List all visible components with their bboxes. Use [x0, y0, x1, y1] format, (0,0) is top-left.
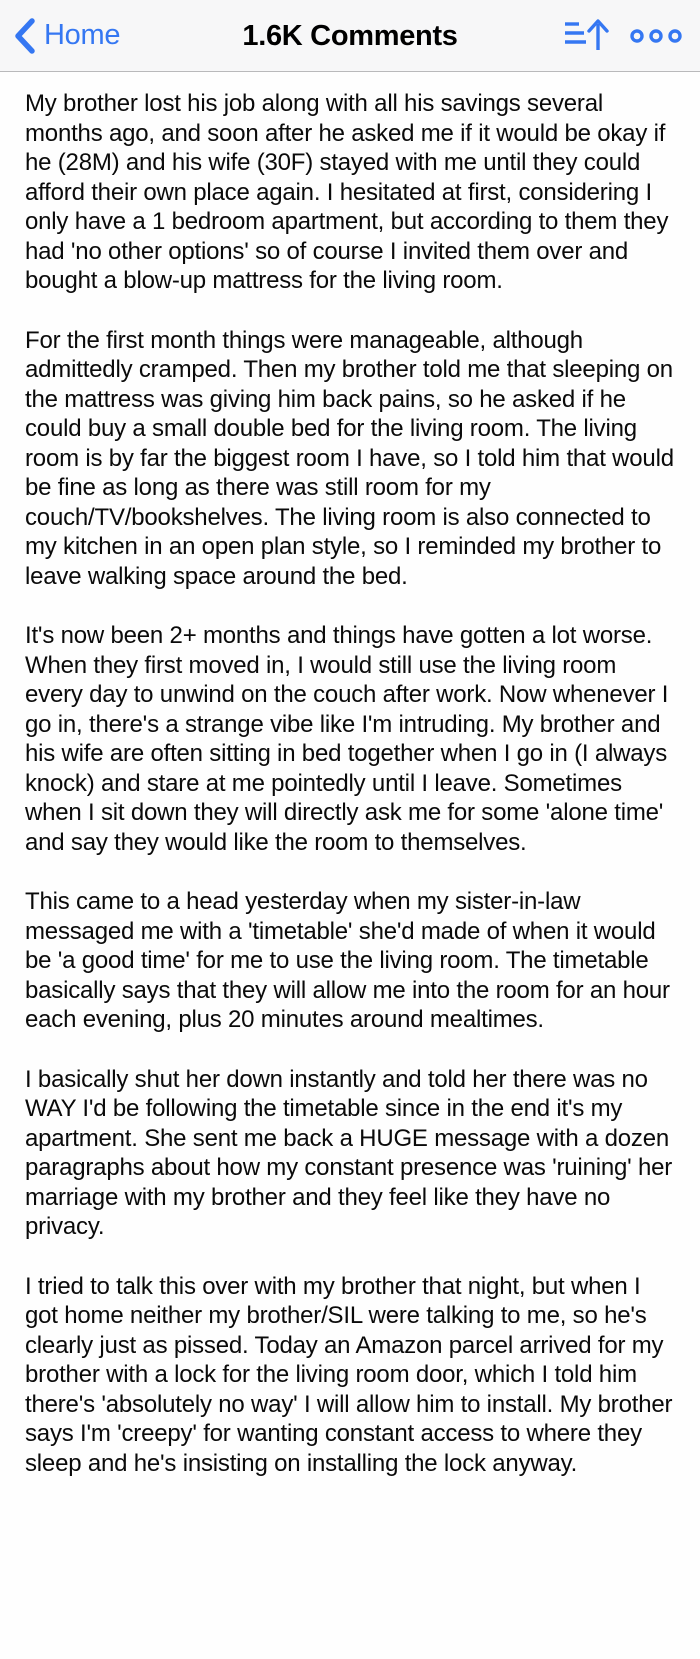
back-button[interactable]	[14, 18, 120, 54]
page-title: 1.6K Comments	[242, 19, 458, 52]
post-body	[0, 72, 700, 1478]
sort-button[interactable]	[563, 17, 610, 55]
post-paragraph: I tried to talk this over with my brother that night, but when I got home neither my brother/SIL were talking to me, so he's clearly just as pissed. Today an Amazon parcel arrived for my brother with a lock for the living room door, which I told him there's 'absolutely no way' I will allow him to install. My brother says I'm 'creepy' for wanting constant access to where they sleep and he's insisting on installing the lock anyway.	[25, 1272, 673, 1477]
post-paragraph: It's now been 2+ months and things have gotten a lot worse. When they first moved in, I would still use the living room every day to unwind on the couch after work. Now whenever I go in, there's a strange vibe like I'm intruding. My brother and his wife are often sitting in bed together when I go in (I always knock) and stare at me pointedly until I leave. Sometimes when I sit down they will directly ask me for some 'alone time' and say they would like the room to themselves.	[25, 622, 669, 856]
more-button[interactable]	[628, 27, 684, 45]
post-paragraph: I basically shut her down instantly and told her there was no WAY I'd be following the timetable since in the end it's my apartment. She sent me back a HUGE message with a dozen paragraphs about how my constant presence was 'ruining' her marriage with my brother and they feel like they have no privacy.	[25, 1065, 673, 1240]
nav-bar	[0, 0, 700, 72]
more-options-icon	[628, 27, 684, 45]
post-paragraph: This came to a head yesterday when my sister-in-law messaged me with a 'timetable' she'd made of when it would be 'a good time' for me to use the living room. The timetable basically says that they will allow me into the room for an hour each evening, plus 20 minutes around mealtimes.	[25, 888, 670, 1033]
back-button-label: Home	[44, 19, 121, 51]
chevron-left-icon	[14, 18, 36, 54]
post-paragraph: My brother lost his job along with all his savings several months ago, and soon after he asked me if it would be okay if he (28M) and his wife (30F) stayed with me until they could afford their own place again. I hesitated at first, considering I only have a 1 bedroom apartment, but according to them they had 'no other options' so of course I invited them over and bought a blow-up mattress for the living room.	[25, 90, 669, 294]
sort-ascending-icon	[563, 17, 610, 55]
nav-actions	[563, 17, 684, 55]
post-paragraph: For the first month things were manageable, although admittedly cramped. Then my brother told me that sleeping on the mattress was giving him back pains, so he asked if he could buy a small double bed for the living room. The living room is by far the biggest room I have, so I told him that would be fine as long as there was still room for my couch/TV/bookshelves. The living room is also connected to my kitchen in an open plan style, so I reminded my brother to leave walking space around the bed.	[25, 326, 674, 590]
